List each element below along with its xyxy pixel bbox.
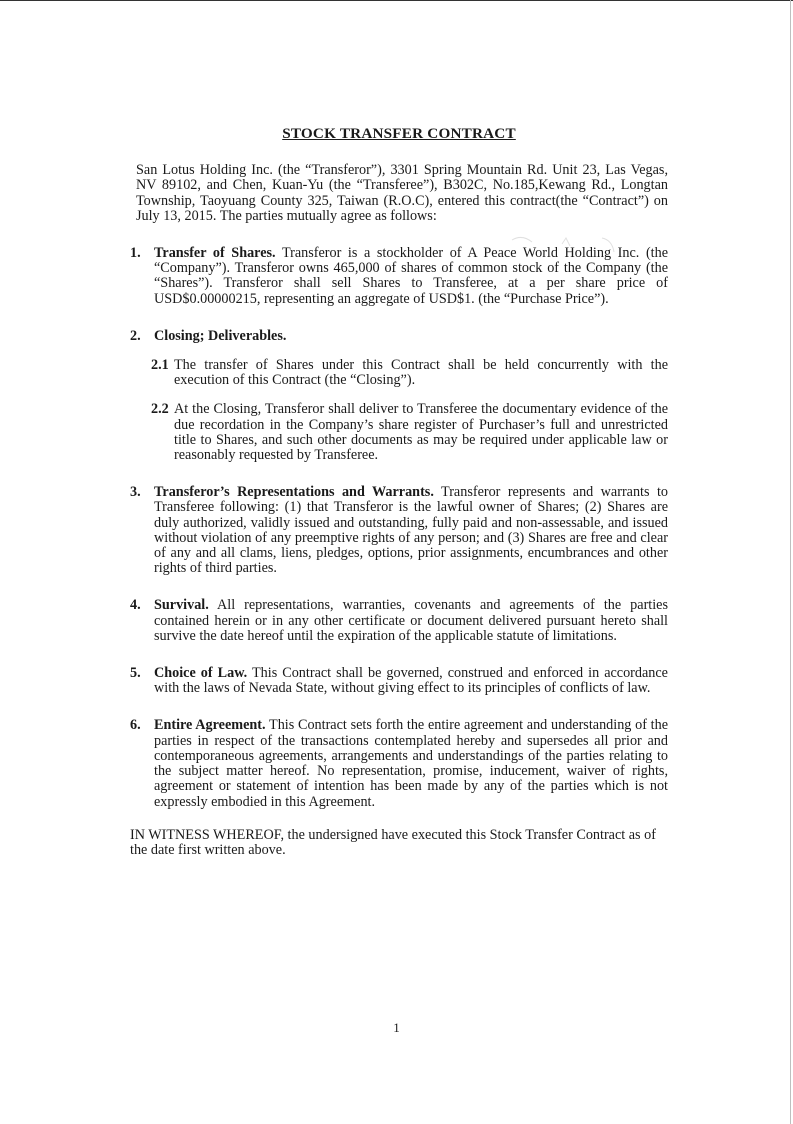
subsection-2-1 (130, 358, 668, 388)
subsection-2-2 (130, 402, 668, 463)
section-heading: Closing; Deliverables. (154, 327, 287, 344)
section-body (154, 485, 668, 576)
section-6 (130, 718, 668, 809)
section-text: Transferor represents and warrants to Transferee following: (1) that Transferor is the lawful owner of Shares; (2) Shares are duly authorized, validly issued and outstanding, fully paid and non-assessable, and issued without violation of any preemptive rights of any person; and (3) Shares are free and clear of any and all clams, liens, pledges, options, prior assignments, encumbrances and other rights of third parties. (154, 484, 668, 577)
page-top-border (0, 0, 793, 1)
section-5 (130, 666, 668, 696)
section-heading: Survival. (154, 597, 209, 614)
subsection-number: 2.1 (151, 357, 169, 374)
section-number: 1. (130, 245, 141, 262)
subsection-text: At the Closing, Transferor shall deliver to Transferee the documentary evidence of the due recordation in the Company’s share register of Purchaser’s full and unrestricted title to Shares, and such other documents as may be required under applicable law or reasonably requested by Transferee. (174, 401, 668, 464)
section-text: This Contract sets forth the entire agreement and understanding of the parties in respect of the transactions contemplated hereby and supersedes all prior and contemporaneous agreements, arrangements and understandings of the parties relating to the subject matter hereof. No representation, promise, inducement, waiver of rights, agreement or statement of intention has been made by any of the parties which is not expressly embodied in this Agreement. (154, 717, 668, 810)
page-right-border (790, 0, 791, 1124)
section-body (154, 718, 668, 809)
section-number: 4. (130, 597, 141, 614)
section-text: This Contract shall be governed, construed and enforced in accordance with the laws of Nevada State, without giving effect to its principles of conflicts of law. (154, 665, 668, 697)
section-2 (130, 329, 668, 344)
section-number: 5. (130, 665, 141, 682)
section-number: 3. (130, 484, 141, 501)
subsection-number: 2.2 (151, 401, 169, 418)
section-heading: Transfer of Shares. (154, 245, 276, 262)
intro-paragraph: San Lotus Holding Inc. (the “Transferor”), 3301 Spring Mountain Rd. Unit 23, Las Vegas, NV 89102, and Chen, Kuan-Yu (the “Transferee”), B302C, No.185,Kewang Rd., Longtan Township, Taoyuang County 325, Taiwan (R.O.C), entered this contract(the “Contract”) on July 13, 2015. The parties mutually agree as follows: (136, 162, 668, 224)
contract-title: STOCK TRANSFER CONTRACT (282, 125, 516, 142)
section-body (154, 598, 668, 644)
section-text: Transferor is a stockholder of A Peace World Holding Inc. (the “Company”). Transferor owns 465,000 of shares of common stock of the Company (the “Shares”). Transferor shall sell Shares to Transferee, at a per share price of USD$0.00000215, representing an aggregate of USD$1. (the “Purchase Price”). (154, 245, 668, 307)
document-page (130, 126, 668, 858)
section-number: 2. (130, 327, 141, 344)
section-4 (130, 598, 668, 644)
section-number: 6. (130, 717, 141, 734)
section-heading: Choice of Law. (154, 665, 248, 682)
section-body (154, 329, 668, 344)
section-body (154, 666, 668, 696)
subsection-text: The transfer of Shares under this Contract shall be held concurrently with the execution of this Contract (the “Closing”). (174, 357, 668, 389)
page-number: 1 (393, 1020, 400, 1035)
section-heading: Entire Agreement. (154, 717, 266, 734)
section-1 (130, 246, 668, 307)
section-text: All representations, warranties, covenants and agreements of the parties contained herein or in any other certificate or document delivered pursuant hereto shall survive the date hereof until the expiration of the applicable statute of limitations. (154, 597, 668, 644)
witness-clause: IN WITNESS WHEREOF, the undersigned have executed this Stock Transfer Contract as of the date first written above. (130, 826, 656, 858)
section-heading: Transferor’s Representations and Warrants. (154, 484, 434, 501)
section-3 (130, 485, 668, 576)
section-body (154, 246, 668, 307)
